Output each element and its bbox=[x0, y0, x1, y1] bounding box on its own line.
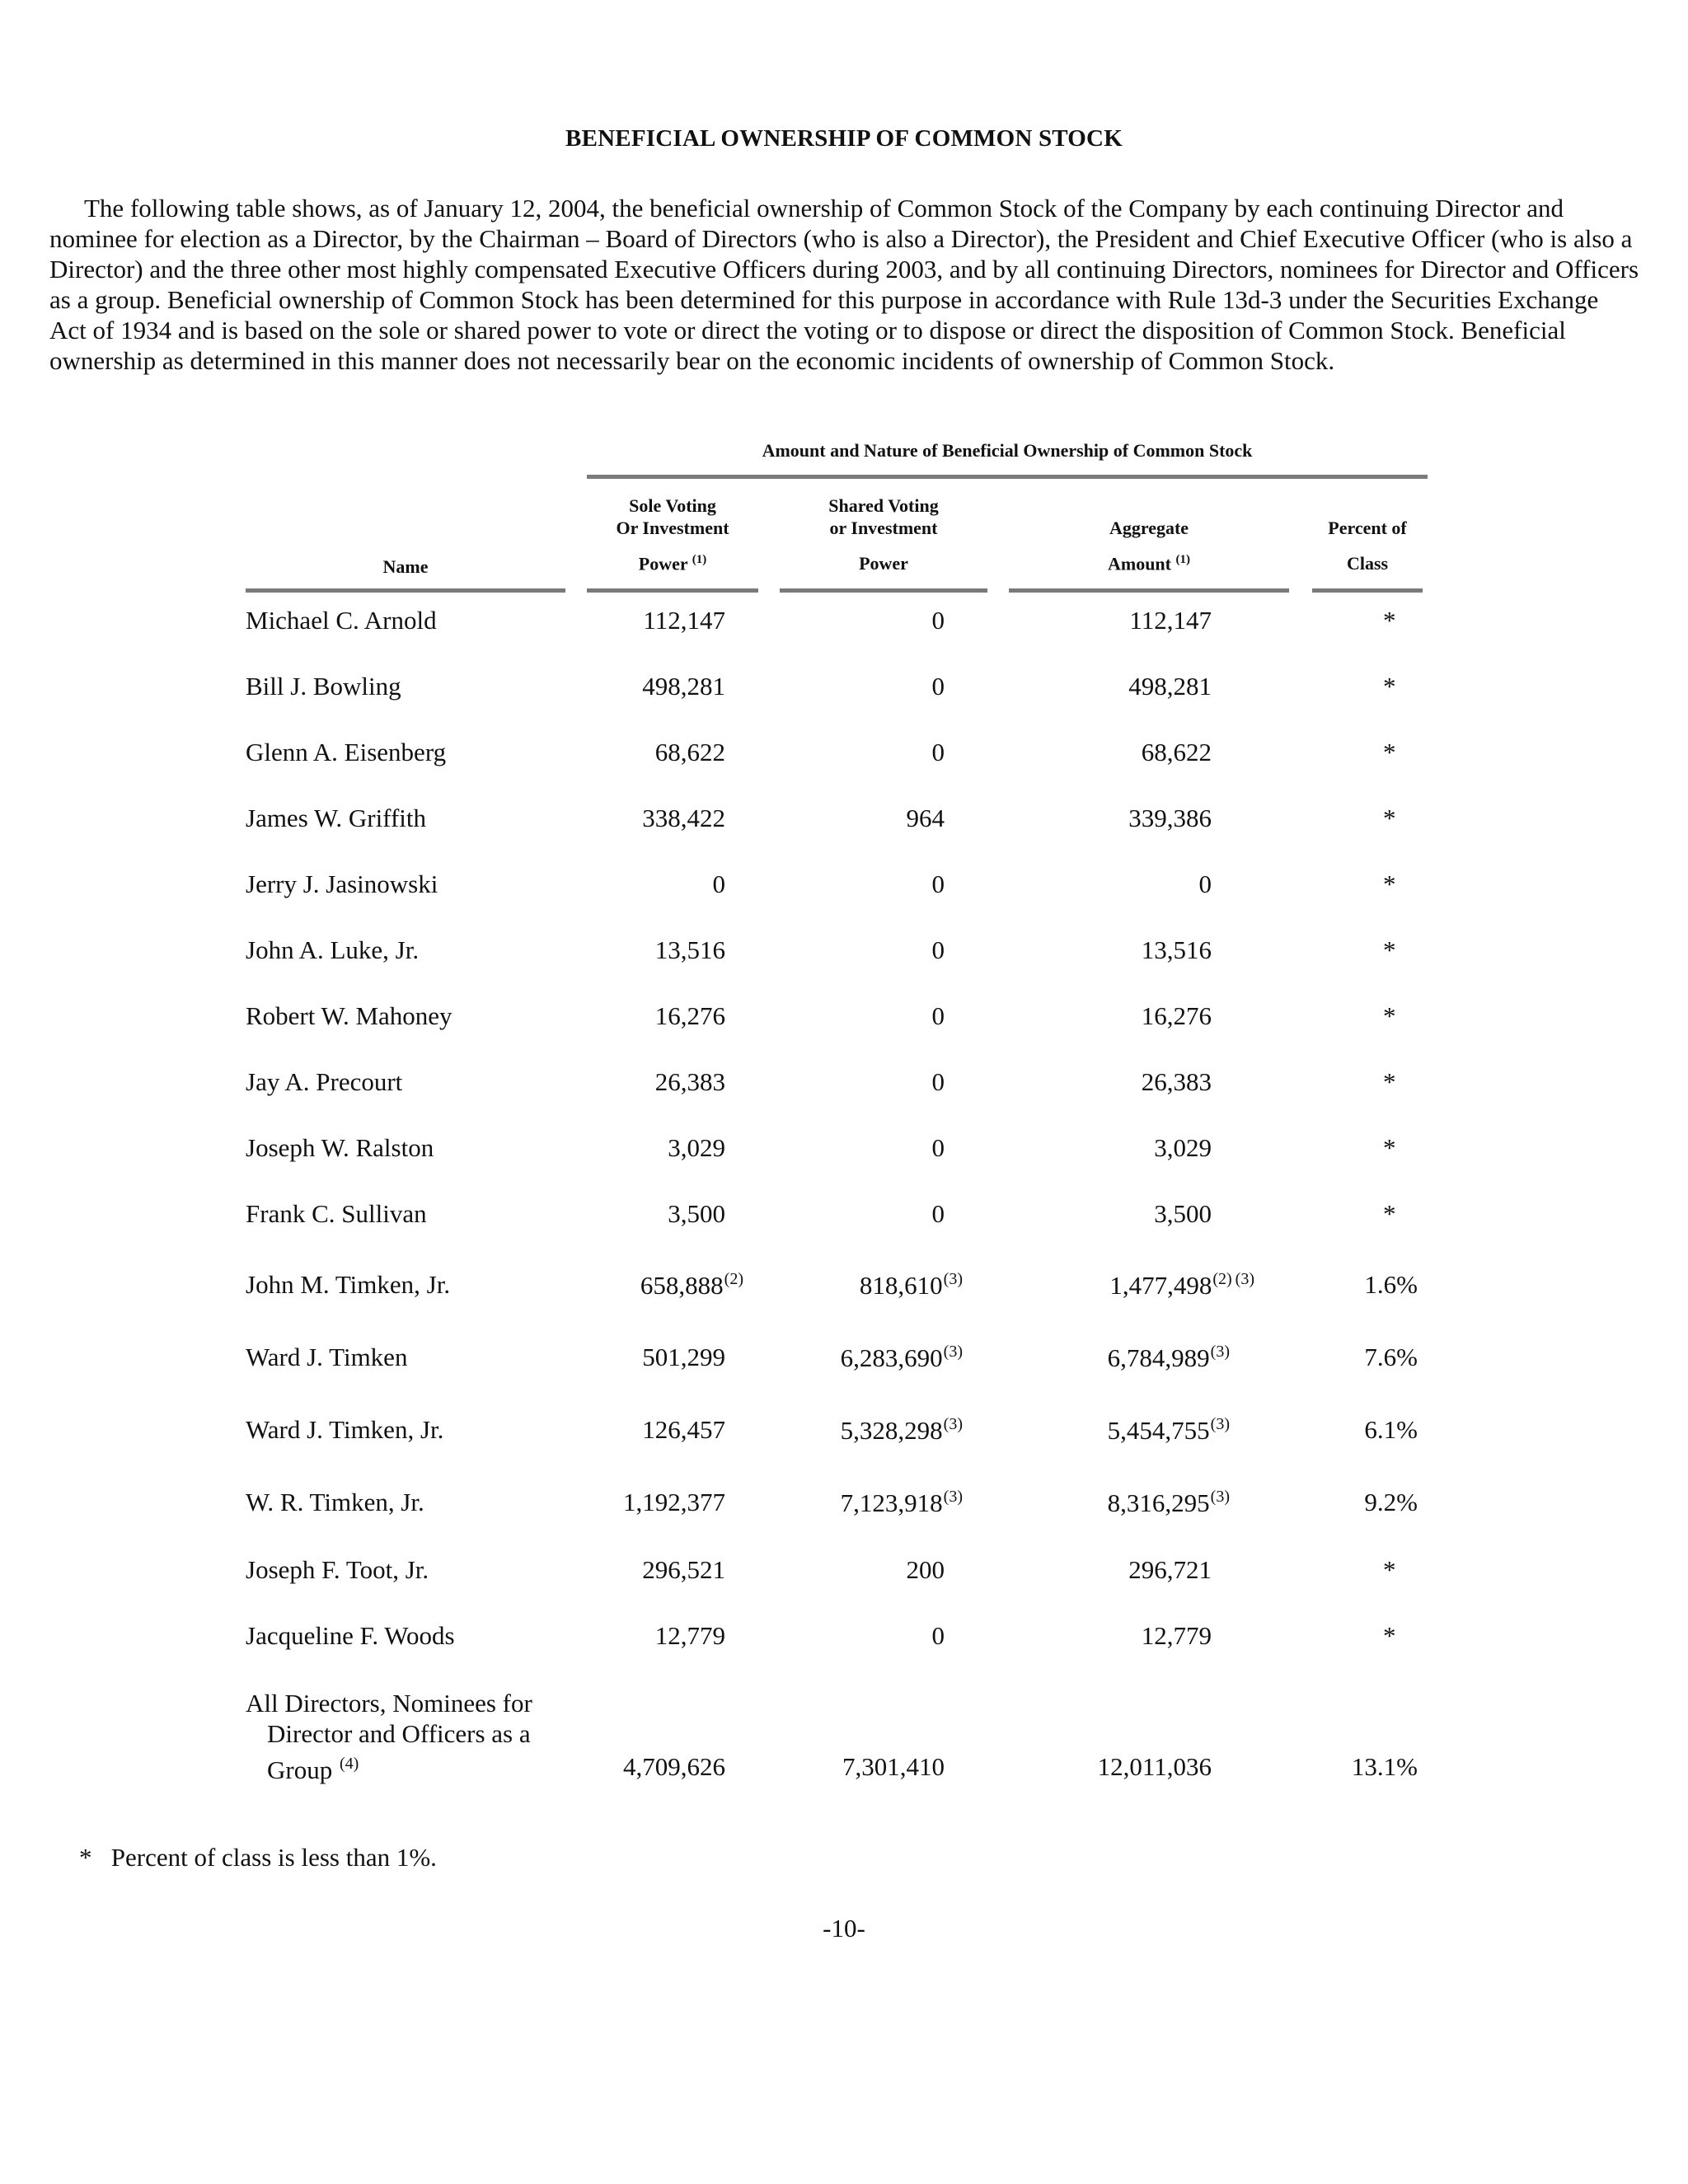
cell-percent: * bbox=[1383, 869, 1396, 898]
intro-paragraph: The following table shows, as of January 12, 2004, the beneficial ownership of Common Stock of the Company by each continuing Director and nominee for election as a Director, by the Chairman – Board of Directors (who is also a Director), the President and Chief Executive Officer (who is also a Director) and the three other most highly compensated Executive Officers during 2003, and by all continuing Directors, nominees for Director and Officers as a group. Beneficial ownership of Common Stock has been determined for this purpose in accordance with Rule 13d-3 under the Securities Exchange Act of 1934 and is based on the sole or shared power to vote or direct the voting or to dispose or direct the disposition of Common Stock. Beneficial ownership as determined in this manner does not necessarily bear on the economic incidents of ownership of Common Stock. bbox=[49, 194, 1639, 375]
cell-name: Jerry J. Jasinowski bbox=[246, 869, 438, 898]
cell-shared: 0 bbox=[931, 1199, 945, 1228]
footnote-ref: (3) bbox=[943, 1270, 963, 1288]
cell-sole: 658,888$^{(2)}$ bbox=[640, 1270, 743, 1300]
table-row bbox=[0, 606, 1688, 639]
footnote-ref: (3) bbox=[1210, 1343, 1230, 1361]
cell-sole: 112,147 bbox=[643, 606, 725, 635]
page-title: BENEFICIAL OWNERSHIP OF COMMON STOCK bbox=[565, 125, 1123, 152]
cell-percent: 9.2% bbox=[1364, 1488, 1418, 1516]
cell-shared: 7,301,410 bbox=[842, 1752, 945, 1781]
cell-sole: 126,457 bbox=[642, 1415, 725, 1444]
footnote-ref: (3) bbox=[1235, 1270, 1254, 1288]
cell-percent: * bbox=[1383, 1621, 1396, 1650]
col-header-percent: Percent of Class bbox=[1328, 518, 1407, 574]
cell-aggregate: 5,454,755$^{(3)}$ bbox=[1107, 1415, 1230, 1445]
table-row bbox=[0, 1067, 1688, 1100]
col-header-shared: Shared Voting or Investment Power bbox=[828, 495, 939, 574]
cell-name: James W. Griffith bbox=[246, 804, 426, 832]
table-row bbox=[0, 672, 1688, 705]
cell-aggregate: 8,316,295$^{(3)}$ bbox=[1107, 1488, 1230, 1517]
footnote-ref: (3) bbox=[1210, 1488, 1230, 1506]
cell-sole: 12,779 bbox=[654, 1621, 725, 1650]
cell-aggregate: 6,784,989$^{(3)}$ bbox=[1107, 1343, 1230, 1372]
table-row bbox=[0, 1133, 1688, 1166]
cell-percent: * bbox=[1383, 1555, 1396, 1584]
col-header-sole: Sole Voting Or Investment Power $^{(1)}$ bbox=[616, 495, 729, 574]
cell-name: Joseph W. Ralston bbox=[246, 1133, 434, 1162]
cell-shared: 0 bbox=[931, 1001, 945, 1030]
cell-shared: 5,328,298$^{(3)}$ bbox=[840, 1415, 963, 1445]
cell-name: Ward J. Timken bbox=[246, 1343, 408, 1371]
cell-name: Frank C. Sullivan bbox=[246, 1199, 427, 1228]
cell-name: Robert W. Mahoney bbox=[246, 1001, 452, 1030]
cell-percent: * bbox=[1383, 935, 1396, 964]
cell-aggregate: 3,500 bbox=[1154, 1199, 1212, 1228]
cell-shared: 0 bbox=[931, 738, 945, 766]
cell-shared: 0 bbox=[931, 1133, 945, 1162]
cell-percent: * bbox=[1383, 804, 1396, 832]
cell-sole: 338,422 bbox=[642, 804, 725, 832]
cell-shared: 0 bbox=[931, 1067, 945, 1096]
cell-percent: * bbox=[1383, 1199, 1396, 1228]
cell-name: W. R. Timken, Jr. bbox=[246, 1488, 424, 1516]
cell-sole: 296,521 bbox=[642, 1555, 725, 1584]
cell-shared: 0 bbox=[931, 1621, 945, 1650]
cell-shared: 0 bbox=[931, 606, 945, 635]
cell-sole: 13,516 bbox=[654, 935, 725, 964]
cell-percent: 7.6% bbox=[1364, 1343, 1418, 1371]
cell-sole: 4,709,626 bbox=[623, 1752, 725, 1781]
cell-aggregate: 112,147 bbox=[1129, 606, 1212, 635]
header-rule-percent bbox=[1312, 588, 1423, 593]
cell-name: Jacqueline F. Woods bbox=[246, 1621, 455, 1650]
cell-aggregate: 296,721 bbox=[1128, 1555, 1212, 1584]
cell-aggregate: 1,477,498$^{(2)}$ $^{(3)}$ bbox=[1109, 1270, 1254, 1300]
table-row bbox=[0, 1199, 1688, 1232]
cell-percent: * bbox=[1383, 738, 1396, 766]
cell-name: Bill J. Bowling bbox=[246, 672, 401, 701]
group-header-rule bbox=[587, 475, 1428, 479]
cell-sole: 68,622 bbox=[654, 738, 725, 766]
cell-sole: 0 bbox=[712, 869, 725, 898]
cell-sole: 1,192,377 bbox=[623, 1488, 725, 1516]
cell-aggregate: 68,622 bbox=[1141, 738, 1212, 766]
cell-percent: * bbox=[1383, 1001, 1396, 1030]
cell-aggregate: 26,383 bbox=[1141, 1067, 1212, 1096]
table-row bbox=[0, 1488, 1688, 1521]
cell-aggregate: 3,029 bbox=[1154, 1133, 1212, 1162]
cell-shared: 818,610$^{(3)}$ bbox=[859, 1270, 963, 1300]
cell-shared: 964 bbox=[906, 804, 945, 832]
cell-aggregate: 12,779 bbox=[1141, 1621, 1212, 1650]
col-header-aggregate: Aggregate Amount $^{(1)}$ bbox=[1107, 518, 1190, 574]
cell-percent: 1.6% bbox=[1364, 1270, 1418, 1299]
table-row bbox=[0, 1415, 1688, 1448]
header-rule-aggregate bbox=[1009, 588, 1289, 593]
cell-sole: 3,029 bbox=[668, 1133, 725, 1162]
cell-percent: 6.1% bbox=[1364, 1415, 1418, 1444]
table-row bbox=[0, 869, 1688, 902]
header-rule-shared bbox=[780, 588, 987, 593]
cell-shared: 7,123,918$^{(3)}$ bbox=[840, 1488, 963, 1517]
col-header-name: Name bbox=[382, 556, 429, 577]
cell-percent: * bbox=[1383, 1067, 1396, 1096]
cell-sole: 498,281 bbox=[642, 672, 725, 701]
cell-name: Michael C. Arnold bbox=[246, 606, 437, 635]
cell-aggregate: 498,281 bbox=[1128, 672, 1212, 701]
cell-aggregate: 0 bbox=[1198, 869, 1212, 898]
cell-aggregate: 12,011,036 bbox=[1097, 1752, 1212, 1781]
cell-name: John M. Timken, Jr. bbox=[246, 1270, 451, 1299]
cell-shared: 6,283,690$^{(3)}$ bbox=[840, 1343, 963, 1372]
page-number: -10- bbox=[823, 1914, 865, 1943]
header-rule-sole bbox=[587, 588, 758, 593]
cell-name: Jay A. Precourt bbox=[246, 1067, 403, 1096]
table-row bbox=[0, 738, 1688, 771]
cell-shared: 0 bbox=[931, 935, 945, 964]
table-row bbox=[0, 1555, 1688, 1588]
cell-percent: * bbox=[1383, 1133, 1396, 1162]
cell-name: Joseph F. Toot, Jr. bbox=[246, 1555, 429, 1584]
cell-percent: 13.1% bbox=[1351, 1752, 1418, 1781]
cell-sole: 26,383 bbox=[654, 1067, 725, 1096]
cell-aggregate: 339,386 bbox=[1128, 804, 1212, 832]
footnote-ref: (3) bbox=[943, 1415, 963, 1433]
table-row bbox=[0, 804, 1688, 837]
total-row-name: All Directors, Nominees for Director and Officers as a Group $^{(4)}$ bbox=[246, 1689, 532, 1784]
cell-shared: 200 bbox=[906, 1555, 945, 1584]
table-group-header: Amount and Nature of Beneficial Ownership of Common Stock bbox=[762, 440, 1253, 461]
table-row bbox=[0, 935, 1688, 968]
cell-name: Glenn A. Eisenberg bbox=[246, 738, 447, 766]
footnote-ref: (3) bbox=[943, 1343, 963, 1361]
table-row bbox=[0, 1343, 1688, 1376]
cell-aggregate: 13,516 bbox=[1141, 935, 1212, 964]
table-row bbox=[0, 1270, 1688, 1303]
cell-name: Ward J. Timken, Jr. bbox=[246, 1415, 444, 1444]
cell-sole: 501,299 bbox=[642, 1343, 725, 1371]
cell-percent: * bbox=[1383, 606, 1396, 635]
footnote-ref: (2) bbox=[1212, 1270, 1232, 1288]
cell-aggregate: 16,276 bbox=[1141, 1001, 1212, 1030]
cell-shared: 0 bbox=[931, 672, 945, 701]
cell-percent: * bbox=[1383, 672, 1396, 701]
footnote: * Percent of class is less than 1%. bbox=[79, 1843, 437, 1872]
footnote-ref: (4) bbox=[339, 1755, 359, 1773]
total-row bbox=[0, 1752, 1688, 1785]
footnote-ref: (2) bbox=[724, 1270, 743, 1288]
footnote-ref: (3) bbox=[1210, 1415, 1230, 1433]
cell-name: John A. Luke, Jr. bbox=[246, 935, 420, 964]
cell-sole: 3,500 bbox=[668, 1199, 725, 1228]
cell-shared: 0 bbox=[931, 869, 945, 898]
cell-sole: 16,276 bbox=[654, 1001, 725, 1030]
footnote-ref: (3) bbox=[943, 1488, 963, 1506]
table-row bbox=[0, 1001, 1688, 1034]
header-rule-name bbox=[246, 588, 565, 593]
table-row bbox=[0, 1621, 1688, 1654]
